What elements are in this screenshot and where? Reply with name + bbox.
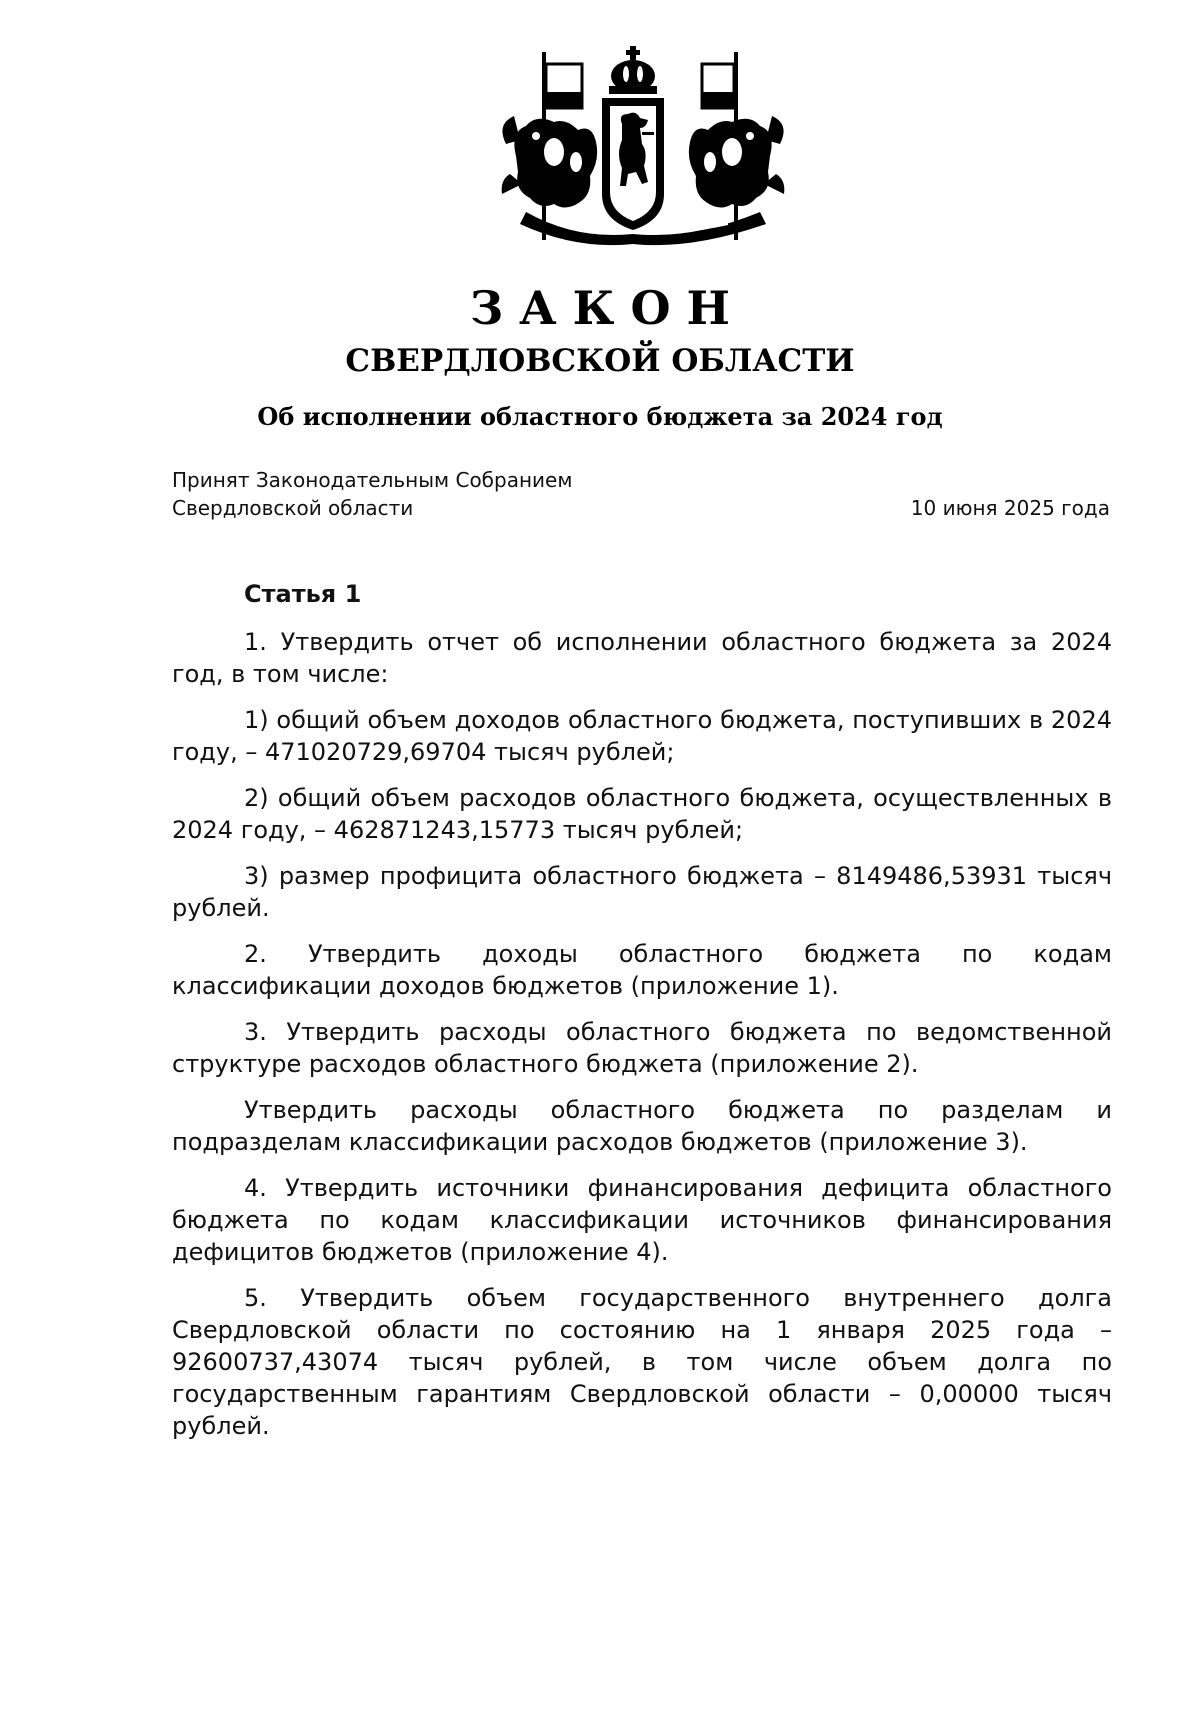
paragraph: 2) общий объем расходов областного бюджета, осуществленных в 2024 году, – 462871243,15773 тысяч рублей; (172, 784, 1112, 844)
document-name: Об исполнении областного бюджета за 2024 год (257, 402, 943, 431)
coat-of-arms-icon (496, 44, 790, 246)
paragraph: 3) размер профицита областного бюджета – 8149486,53931 тысяч рублей. (172, 862, 1112, 922)
article-heading: Статья 1 (244, 580, 362, 608)
paragraph: 3. Утвердить расходы областного бюджета по ведомственной структуре расходов областного бюджета (приложение 2). (172, 1018, 1112, 1078)
paragraph: 4. Утвердить источники финансирования дефицита областного бюджета по кодам классификации источников финансирования дефицитов бюджетов (приложение 4). (172, 1174, 1112, 1266)
article-body (172, 578, 1112, 1456)
paragraph: 2. Утвердить доходы областного бюджета по кодам классификации доходов бюджетов (приложение 1). (172, 940, 1112, 1000)
adoption-date: 10 июня 2025 года (910, 496, 1110, 520)
paragraph: Утвердить расходы областного бюджета по разделам и подразделам классификации расходов бюджетов (приложение 3). (172, 1096, 1112, 1156)
adoption-info (172, 466, 572, 522)
paragraph: 1. Утвердить отчет об исполнении областного бюджета за 2024 год, в том числе: (172, 628, 1112, 688)
adoption-line-1: Принят Законодательным Собранием (172, 468, 573, 492)
adoption-line-2: Свердловской области (172, 496, 414, 520)
paragraph: 5. Утвердить объем государственного внутреннего долга Свердловской области по состоянию на 1 января 2025 года – 92600737,43074 тысяч рублей, в том числе объем долга по государственным гарантиям Свердловской области – 0,00000 тысяч рублей. (172, 1284, 1112, 1440)
paragraph: 1) общий объем доходов областного бюджета, поступивших в 2024 году, – 471020729,69704 тысяч рублей; (172, 706, 1112, 766)
document-region: СВЕРДЛОВСКОЙ ОБЛАСТИ (345, 343, 855, 379)
document-title: ЗАКОН (469, 281, 747, 335)
